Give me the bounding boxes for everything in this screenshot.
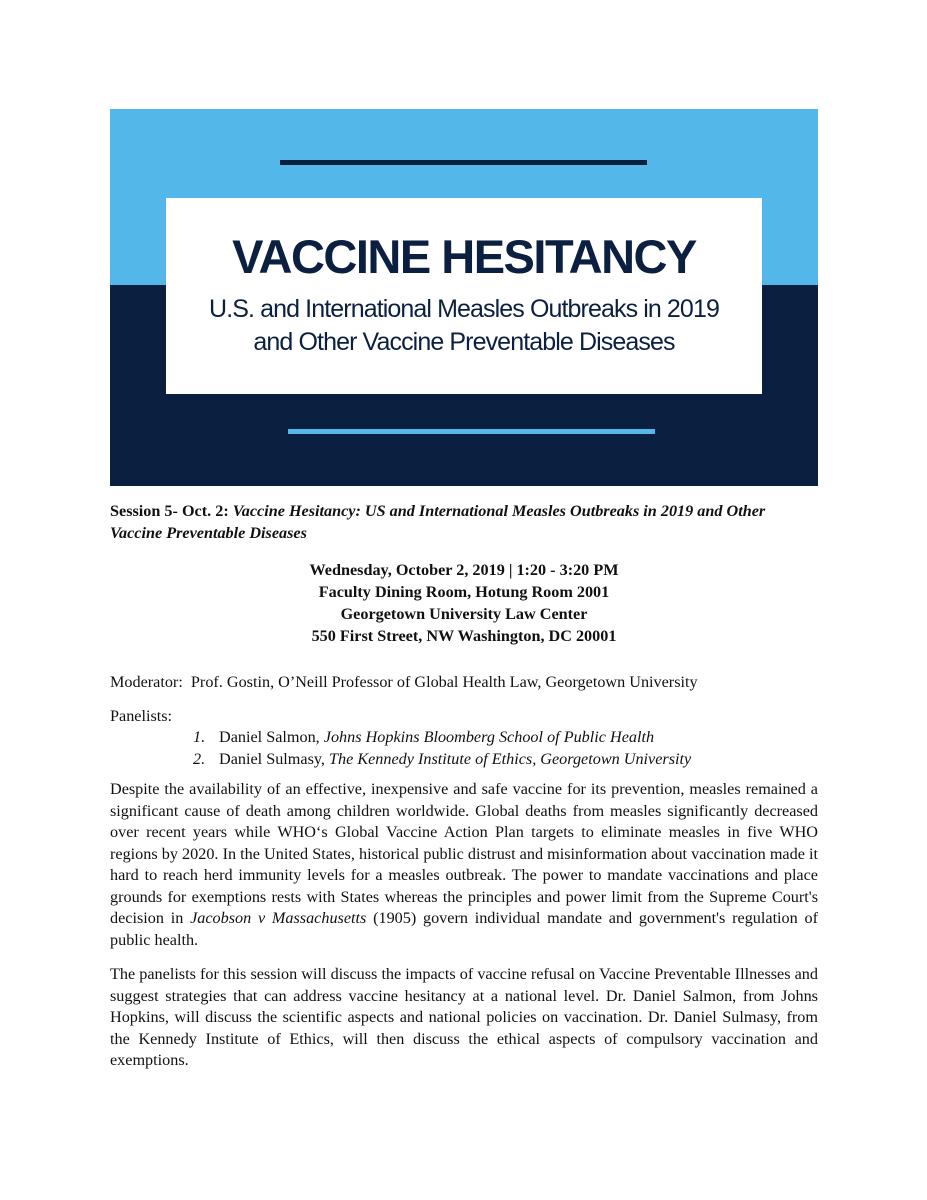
panelist-item xyxy=(193,749,691,771)
paragraph1-text: Despite the availability of an effective, inexpensive and safe vaccine for its prevention, measles remained a significant cause of death among children worldwide. Global deaths from measles significantly decreased over recent years while WHO‘s Global Vaccine Action Plan targets to eliminate measles in five WHO regions by 2020. In the United States, historical public distrust and misinformation about vaccination made it hard to reach herd immunity levels for a measles outbreak. The power to mandate vaccinations and place grounds for exemptions rests with States whereas the principles and power limit from the Supreme Court's decision in xyxy=(110,780,818,927)
banner-bottom-rule xyxy=(288,429,655,434)
banner-title: VACCINE HESITANCY xyxy=(232,230,696,283)
panelist-name: Daniel Sulmasy, xyxy=(219,750,329,768)
banner-title-box xyxy=(166,198,762,394)
moderator-text: Prof. Gostin, O’Neill Professor of Global Health Law, Georgetown University xyxy=(190,673,698,691)
paragraph1-text-end: (1905) govern individual mandate and government's regulation of public health. xyxy=(110,909,818,949)
event-date-time: Wednesday, October 2, 2019 | 1:20 - 3:20 PM xyxy=(309,561,619,579)
panelist-number: 2. xyxy=(193,750,206,768)
event-banner xyxy=(110,109,818,486)
description-paragraph-2: The panelists for this session will discuss the impacts of vaccine refusal on Vaccine Preventable Illnesses and suggest strategies that can address vaccine hesitancy at a national level. Dr. Daniel Salmon, from Johns Hopkins, will discuss the scientific aspects and national policies on vaccination. Dr. Daniel Sulmasy, from the Kennedy Institute of Ethics, will then discuss the ethical aspects of compulsory vaccination and exemptions. xyxy=(110,965,818,1069)
moderator-line xyxy=(110,672,818,694)
panelists-label: Panelists: xyxy=(110,707,173,725)
session-title: Vaccine Hesitancy: US and International Measles Outbreaks in 2019 and Other Vaccine Preventable Diseases xyxy=(110,502,766,542)
event-details xyxy=(110,559,818,647)
banner-subtitle-line2: and Other Vaccine Preventable Diseases xyxy=(253,328,675,356)
event-room: Faculty Dining Room, Hotung Room 2001 xyxy=(318,583,610,601)
description-paragraph-1 xyxy=(110,779,818,951)
event-venue: Georgetown University Law Center xyxy=(340,605,588,623)
panelist-item xyxy=(193,727,654,749)
session-heading xyxy=(110,501,818,544)
banner-subtitle-line1: U.S. and International Measles Outbreaks in 2019 xyxy=(209,295,719,323)
banner-top-rule xyxy=(280,160,647,165)
session-label: Session 5- Oct. 2: xyxy=(110,502,233,520)
panelist-affiliation: Johns Hopkins Bloomberg School of Public Health xyxy=(323,728,655,746)
panelist-affiliation: The Kennedy Institute of Ethics, Georgetown University xyxy=(329,750,692,768)
case-name: Jacobson v Massachusetts xyxy=(190,909,367,927)
moderator-label: Moderator: xyxy=(110,673,191,691)
event-address: 550 First Street, NW Washington, DC 20001 xyxy=(311,627,617,645)
panelist-name: Daniel Salmon, xyxy=(219,728,324,746)
panelist-number: 1. xyxy=(193,728,206,746)
